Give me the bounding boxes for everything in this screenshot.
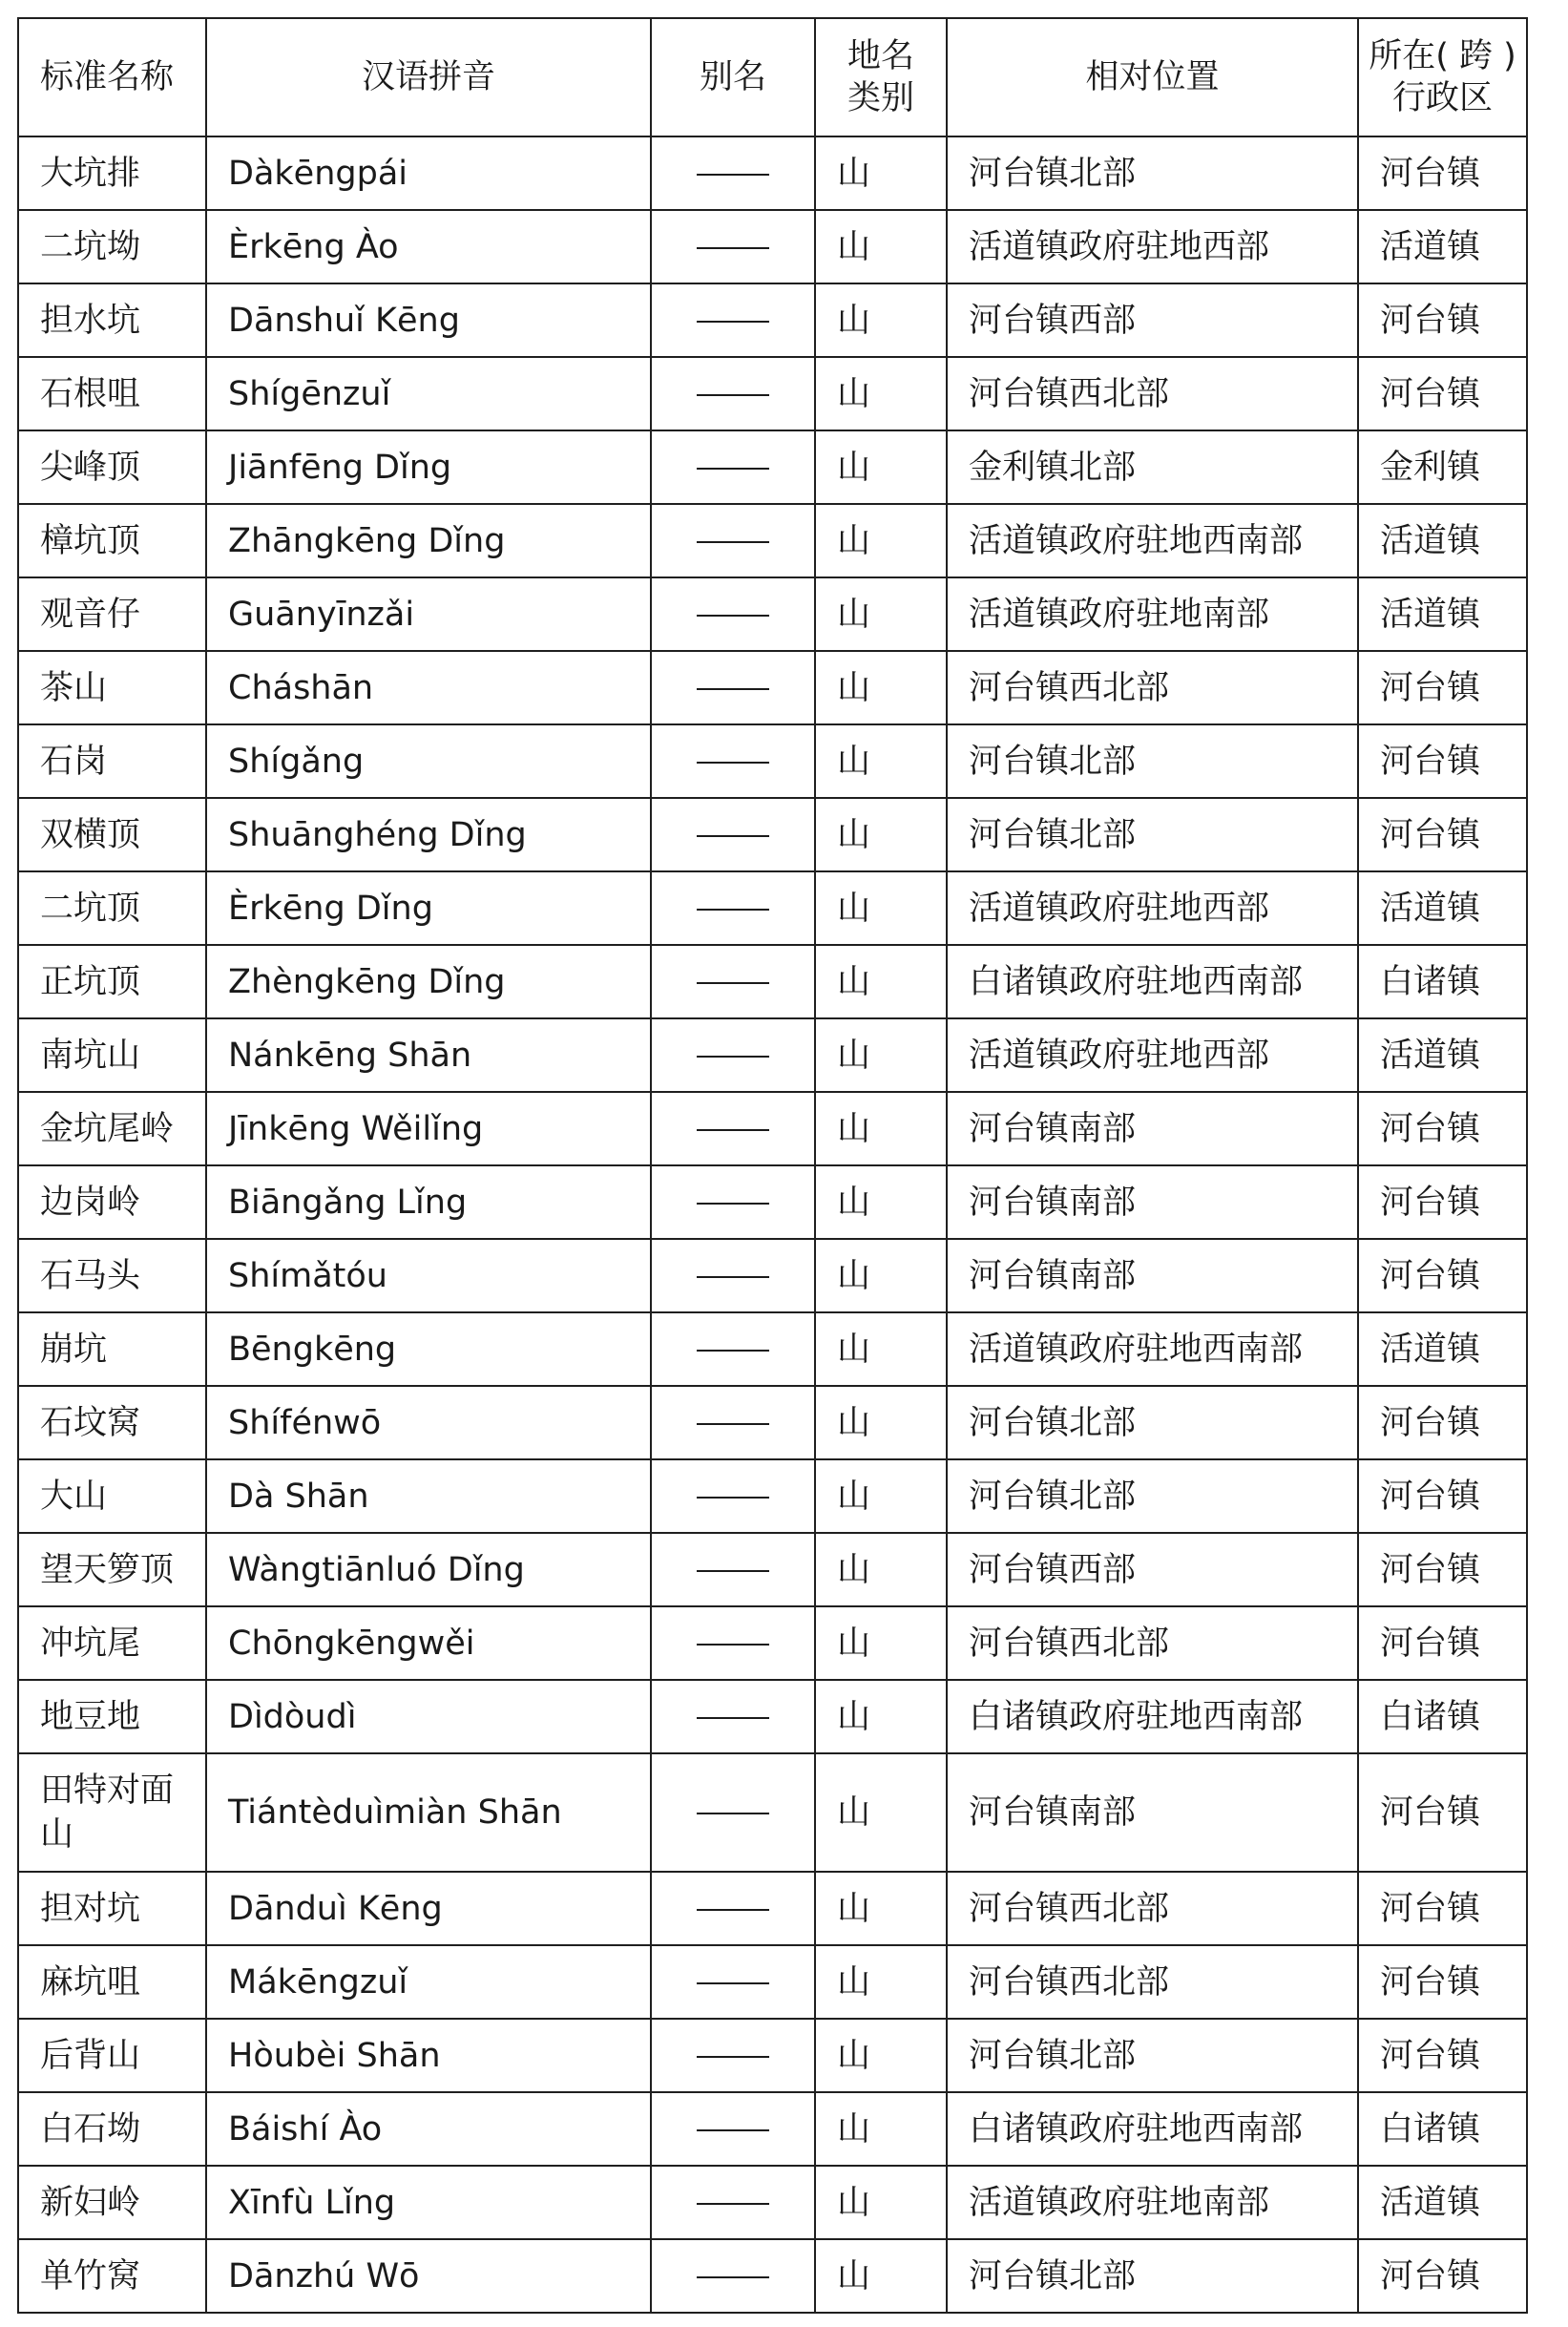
- alias-dash: [697, 174, 769, 176]
- standard-name-text: 大山: [40, 1477, 108, 1516]
- alias-dash: [697, 321, 769, 323]
- alias-dash: [697, 688, 769, 690]
- table-row: [18, 2019, 1527, 2092]
- table-row: [18, 1092, 1527, 1165]
- cell-admin-area: 活道镇: [1358, 2166, 1527, 2239]
- table-row: [18, 1606, 1527, 1680]
- alias-dash: [697, 1982, 769, 1984]
- alias-dash: [697, 1497, 769, 1499]
- cell-location: 活道镇政府驻地西部: [947, 210, 1358, 283]
- cell-standard-name: [18, 2239, 206, 2313]
- cell-location: 河台镇南部: [947, 1239, 1358, 1312]
- standard-name-text: 石马头: [40, 1256, 141, 1295]
- table-row: [18, 1945, 1527, 2019]
- cell-alias: [651, 1018, 815, 1092]
- cell-alias: [651, 357, 815, 430]
- standard-name-text: 新妇岭: [40, 2183, 141, 2222]
- cell-alias: [651, 430, 815, 504]
- standard-name-text: 田特对面山: [40, 1771, 175, 1854]
- cell-pinyin: Wàngtiānluó Dǐng: [206, 1533, 651, 1606]
- cell-pinyin: Shímǎtóu: [206, 1239, 651, 1312]
- alias-dash: [697, 1350, 769, 1352]
- cell-location: 河台镇北部: [947, 136, 1358, 210]
- cell-standard-name: [18, 1018, 206, 1092]
- cell-admin-area: 河台镇: [1358, 2019, 1527, 2092]
- alias-dash: [697, 2203, 769, 2205]
- cell-standard-name: [18, 1680, 206, 1753]
- table-row: [18, 357, 1527, 430]
- cell-location: 活道镇政府驻地西部: [947, 1018, 1358, 1092]
- cell-standard-name: [18, 1872, 206, 1945]
- header-location: 相对位置: [947, 18, 1358, 136]
- standard-name-text: 尖峰顶: [40, 448, 141, 487]
- cell-alias: [651, 283, 815, 357]
- cell-standard-name: [18, 1753, 206, 1872]
- cell-alias: [651, 945, 815, 1018]
- cell-pinyin: Shuānghéng Dǐng: [206, 798, 651, 871]
- cell-standard-name: [18, 1459, 206, 1533]
- table-row: [18, 504, 1527, 577]
- table-row: [18, 1680, 1527, 1753]
- cell-pinyin: Bēngkēng: [206, 1312, 651, 1386]
- cell-admin-area: 活道镇: [1358, 1018, 1527, 1092]
- table-row: [18, 1165, 1527, 1239]
- cell-place-type: 山: [815, 2239, 947, 2313]
- standard-name-text: 石岗: [40, 742, 108, 781]
- cell-location: 河台镇北部: [947, 2019, 1358, 2092]
- alias-dash: [697, 2129, 769, 2131]
- header-alias: 别名: [651, 18, 815, 136]
- cell-standard-name: [18, 871, 206, 945]
- cell-standard-name: [18, 210, 206, 283]
- cell-admin-area: 河台镇: [1358, 283, 1527, 357]
- header-pinyin: 汉语拼音: [206, 18, 651, 136]
- cell-location: 河台镇北部: [947, 2239, 1358, 2313]
- cell-location: 河台镇西北部: [947, 1945, 1358, 2019]
- gazetteer-page: [17, 17, 1528, 2314]
- table-row: [18, 430, 1527, 504]
- cell-location: 活道镇政府驻地西南部: [947, 504, 1358, 577]
- cell-standard-name: [18, 1533, 206, 1606]
- table-row: [18, 577, 1527, 651]
- cell-admin-area: 河台镇: [1358, 651, 1527, 724]
- cell-alias: [651, 798, 815, 871]
- cell-location: 白诸镇政府驻地西南部: [947, 1680, 1358, 1753]
- cell-pinyin: Dānshuǐ Kēng: [206, 283, 651, 357]
- cell-alias: [651, 1165, 815, 1239]
- standard-name-text: 双横顶: [40, 815, 141, 854]
- cell-place-type: 山: [815, 357, 947, 430]
- cell-place-type: 山: [815, 1606, 947, 1680]
- table-row: [18, 1533, 1527, 1606]
- cell-pinyin: Shífénwō: [206, 1386, 651, 1459]
- place-name-table: [17, 17, 1528, 2314]
- table-row: [18, 136, 1527, 210]
- cell-location: 河台镇西北部: [947, 357, 1358, 430]
- alias-dash: [697, 982, 769, 984]
- cell-standard-name: [18, 945, 206, 1018]
- cell-pinyin: Hòubèi Shān: [206, 2019, 651, 2092]
- table-body: [18, 136, 1527, 2313]
- cell-pinyin: Zhèngkēng Dǐng: [206, 945, 651, 1018]
- cell-standard-name: [18, 651, 206, 724]
- cell-place-type: 山: [815, 1018, 947, 1092]
- cell-admin-area: 金利镇: [1358, 430, 1527, 504]
- cell-pinyin: Shígēnzuǐ: [206, 357, 651, 430]
- header-admin-area: [1358, 18, 1527, 136]
- cell-admin-area: 白诸镇: [1358, 945, 1527, 1018]
- cell-place-type: 山: [815, 430, 947, 504]
- cell-alias: [651, 1872, 815, 1945]
- cell-pinyin: Èrkēng Ào: [206, 210, 651, 283]
- cell-place-type: 山: [815, 2019, 947, 2092]
- cell-pinyin: Cháshān: [206, 651, 651, 724]
- alias-dash: [697, 909, 769, 911]
- cell-alias: [651, 136, 815, 210]
- standard-name-text: 白石坳: [40, 2109, 141, 2149]
- table-row: [18, 1872, 1527, 1945]
- standard-name-text: 南坑山: [40, 1036, 141, 1075]
- cell-admin-area: 河台镇: [1358, 1386, 1527, 1459]
- standard-name-text: 樟坑顶: [40, 521, 141, 560]
- cell-location: 河台镇西北部: [947, 1872, 1358, 1945]
- cell-location: 河台镇西北部: [947, 651, 1358, 724]
- alias-dash: [697, 1717, 769, 1719]
- cell-standard-name: [18, 1165, 206, 1239]
- cell-alias: [651, 1680, 815, 1753]
- cell-standard-name: [18, 2166, 206, 2239]
- standard-name-text: 二坑顶: [40, 889, 141, 928]
- cell-admin-area: 白诸镇: [1358, 2092, 1527, 2166]
- cell-place-type: 山: [815, 1165, 947, 1239]
- cell-pinyin: Biāngǎng Lǐng: [206, 1165, 651, 1239]
- cell-standard-name: [18, 430, 206, 504]
- cell-admin-area: 河台镇: [1358, 1753, 1527, 1872]
- cell-admin-area: 活道镇: [1358, 871, 1527, 945]
- header-place-type-line2: 类别: [847, 79, 914, 117]
- cell-alias: [651, 1533, 815, 1606]
- cell-pinyin: Dānduì Kēng: [206, 1872, 651, 1945]
- standard-name-text: 观音仔: [40, 595, 141, 634]
- table-row: [18, 210, 1527, 283]
- table-row: [18, 2092, 1527, 2166]
- table-row: [18, 651, 1527, 724]
- cell-pinyin: Báishí Ào: [206, 2092, 651, 2166]
- standard-name-text: 大坑排: [40, 154, 141, 193]
- table-row: [18, 871, 1527, 945]
- alias-dash: [697, 2056, 769, 2058]
- cell-alias: [651, 504, 815, 577]
- alias-dash: [697, 394, 769, 396]
- cell-location: 活道镇政府驻地西南部: [947, 1312, 1358, 1386]
- cell-standard-name: [18, 1945, 206, 2019]
- cell-location: 白诸镇政府驻地西南部: [947, 2092, 1358, 2166]
- cell-alias: [651, 1386, 815, 1459]
- alias-dash: [697, 247, 769, 249]
- cell-standard-name: [18, 1606, 206, 1680]
- cell-standard-name: [18, 1239, 206, 1312]
- alias-dash: [697, 762, 769, 764]
- cell-admin-area: 河台镇: [1358, 1092, 1527, 1165]
- cell-location: 河台镇南部: [947, 1165, 1358, 1239]
- standard-name-text: 麻坑咀: [40, 1962, 141, 2002]
- table-row: [18, 1018, 1527, 1092]
- cell-standard-name: [18, 504, 206, 577]
- cell-pinyin: Mákēngzuǐ: [206, 1945, 651, 2019]
- cell-alias: [651, 1312, 815, 1386]
- cell-location: 活道镇政府驻地西部: [947, 871, 1358, 945]
- header-admin-line2: 行政区: [1391, 79, 1493, 117]
- cell-admin-area: 河台镇: [1358, 1165, 1527, 1239]
- cell-location: 河台镇北部: [947, 1386, 1358, 1459]
- alias-dash: [697, 1909, 769, 1911]
- cell-place-type: 山: [815, 1239, 947, 1312]
- cell-pinyin: Chōngkēngwěi: [206, 1606, 651, 1680]
- cell-alias: [651, 2166, 815, 2239]
- alias-dash: [697, 1056, 769, 1058]
- cell-place-type: 山: [815, 136, 947, 210]
- standard-name-text: 石坟窝: [40, 1403, 141, 1442]
- cell-standard-name: [18, 2092, 206, 2166]
- cell-place-type: 山: [815, 1753, 947, 1872]
- cell-place-type: 山: [815, 210, 947, 283]
- cell-place-type: 山: [815, 871, 947, 945]
- cell-pinyin: Jiānfēng Dǐng: [206, 430, 651, 504]
- cell-location: 金利镇北部: [947, 430, 1358, 504]
- standard-name-text: 担对坑: [40, 1889, 141, 1928]
- cell-standard-name: [18, 1092, 206, 1165]
- cell-location: 活道镇政府驻地南部: [947, 2166, 1358, 2239]
- cell-pinyin: Dìdòudì: [206, 1680, 651, 1753]
- cell-pinyin: Nánkēng Shān: [206, 1018, 651, 1092]
- cell-alias: [651, 1945, 815, 2019]
- cell-alias: [651, 2019, 815, 2092]
- standard-name-text: 二坑坳: [40, 227, 141, 266]
- cell-location: 河台镇北部: [947, 1459, 1358, 1533]
- cell-place-type: 山: [815, 1386, 947, 1459]
- cell-place-type: 山: [815, 2166, 947, 2239]
- cell-alias: [651, 1239, 815, 1312]
- cell-place-type: 山: [815, 1872, 947, 1945]
- cell-standard-name: [18, 1312, 206, 1386]
- table-row: [18, 1386, 1527, 1459]
- cell-place-type: 山: [815, 798, 947, 871]
- cell-admin-area: 白诸镇: [1358, 1680, 1527, 1753]
- alias-dash: [697, 1644, 769, 1646]
- cell-place-type: 山: [815, 651, 947, 724]
- alias-dash: [697, 468, 769, 470]
- cell-location: 河台镇西部: [947, 283, 1358, 357]
- header-admin-line1: 所在( 跨 ): [1369, 37, 1516, 75]
- cell-pinyin: Dà Shān: [206, 1459, 651, 1533]
- cell-pinyin: Dàkēngpái: [206, 136, 651, 210]
- header-standard-name: 标准名称: [18, 18, 206, 136]
- cell-admin-area: 河台镇: [1358, 2239, 1527, 2313]
- cell-pinyin: Èrkēng Dǐng: [206, 871, 651, 945]
- cell-standard-name: [18, 724, 206, 798]
- table-row: [18, 283, 1527, 357]
- standard-name-text: 茶山: [40, 668, 108, 707]
- alias-dash: [697, 1276, 769, 1278]
- cell-admin-area: 河台镇: [1358, 724, 1527, 798]
- cell-alias: [651, 2239, 815, 2313]
- cell-place-type: 山: [815, 945, 947, 1018]
- header-row: [18, 18, 1527, 136]
- cell-standard-name: [18, 357, 206, 430]
- cell-admin-area: 河台镇: [1358, 357, 1527, 430]
- cell-place-type: 山: [815, 1533, 947, 1606]
- cell-pinyin: Jīnkēng Wěilǐng: [206, 1092, 651, 1165]
- standard-name-text: 担水坑: [40, 301, 141, 340]
- cell-alias: [651, 651, 815, 724]
- standard-name-text: 后背山: [40, 2036, 141, 2075]
- table-row: [18, 945, 1527, 1018]
- cell-standard-name: [18, 577, 206, 651]
- cell-place-type: 山: [815, 1092, 947, 1165]
- cell-pinyin: Xīnfù Lǐng: [206, 2166, 651, 2239]
- cell-place-type: 山: [815, 2092, 947, 2166]
- cell-standard-name: [18, 136, 206, 210]
- cell-pinyin: Shígǎng: [206, 724, 651, 798]
- standard-name-text: 地豆地: [40, 1697, 141, 1736]
- table-row: [18, 1239, 1527, 1312]
- alias-dash: [697, 1570, 769, 1572]
- cell-alias: [651, 871, 815, 945]
- alias-dash: [697, 835, 769, 837]
- table-row: [18, 1459, 1527, 1533]
- cell-location: 河台镇北部: [947, 798, 1358, 871]
- cell-admin-area: 河台镇: [1358, 1459, 1527, 1533]
- standard-name-text: 正坑顶: [40, 962, 141, 1001]
- cell-alias: [651, 577, 815, 651]
- cell-place-type: 山: [815, 577, 947, 651]
- cell-admin-area: 活道镇: [1358, 210, 1527, 283]
- standard-name-text: 边岗岭: [40, 1183, 141, 1222]
- table-row: [18, 1753, 1527, 1872]
- standard-name-text: 单竹窝: [40, 2256, 141, 2296]
- alias-dash: [697, 1423, 769, 1425]
- cell-alias: [651, 724, 815, 798]
- cell-admin-area: 活道镇: [1358, 504, 1527, 577]
- cell-location: 河台镇北部: [947, 724, 1358, 798]
- table-header: [18, 18, 1527, 136]
- cell-admin-area: 河台镇: [1358, 1945, 1527, 2019]
- cell-standard-name: [18, 283, 206, 357]
- alias-dash: [697, 2276, 769, 2278]
- cell-location: 白诸镇政府驻地西南部: [947, 945, 1358, 1018]
- cell-place-type: 山: [815, 1680, 947, 1753]
- alias-dash: [697, 1129, 769, 1131]
- standard-name-text: 石根咀: [40, 374, 141, 413]
- cell-location: 河台镇南部: [947, 1753, 1358, 1872]
- alias-dash: [697, 1813, 769, 1814]
- table-row: [18, 724, 1527, 798]
- table-row: [18, 1312, 1527, 1386]
- cell-alias: [651, 1459, 815, 1533]
- standard-name-text: 金坑尾岭: [40, 1109, 175, 1148]
- cell-admin-area: 河台镇: [1358, 1533, 1527, 1606]
- alias-dash: [697, 615, 769, 617]
- cell-alias: [651, 1606, 815, 1680]
- cell-admin-area: 河台镇: [1358, 798, 1527, 871]
- cell-standard-name: [18, 2019, 206, 2092]
- cell-admin-area: 河台镇: [1358, 1872, 1527, 1945]
- table-row: [18, 2166, 1527, 2239]
- cell-place-type: 山: [815, 1459, 947, 1533]
- cell-pinyin: Guānyīnzǎi: [206, 577, 651, 651]
- cell-admin-area: 河台镇: [1358, 1606, 1527, 1680]
- header-place-type: [815, 18, 947, 136]
- cell-alias: [651, 210, 815, 283]
- cell-standard-name: [18, 798, 206, 871]
- cell-location: 河台镇西北部: [947, 1606, 1358, 1680]
- cell-place-type: 山: [815, 504, 947, 577]
- cell-place-type: 山: [815, 1945, 947, 2019]
- cell-alias: [651, 2092, 815, 2166]
- cell-admin-area: 活道镇: [1358, 577, 1527, 651]
- cell-place-type: 山: [815, 283, 947, 357]
- table-row: [18, 798, 1527, 871]
- cell-location: 活道镇政府驻地南部: [947, 577, 1358, 651]
- header-place-type-line1: 地名: [847, 37, 914, 75]
- alias-dash: [697, 541, 769, 543]
- standard-name-text: 望天箩顶: [40, 1550, 175, 1589]
- cell-place-type: 山: [815, 1312, 947, 1386]
- cell-place-type: 山: [815, 724, 947, 798]
- cell-pinyin: Dānzhú Wō: [206, 2239, 651, 2313]
- cell-standard-name: [18, 1386, 206, 1459]
- cell-admin-area: 河台镇: [1358, 136, 1527, 210]
- standard-name-text: 冲坑尾: [40, 1624, 141, 1663]
- cell-admin-area: 活道镇: [1358, 1312, 1527, 1386]
- cell-alias: [651, 1753, 815, 1872]
- cell-location: 河台镇西部: [947, 1533, 1358, 1606]
- table-row: [18, 2239, 1527, 2313]
- cell-pinyin: Zhāngkēng Dǐng: [206, 504, 651, 577]
- alias-dash: [697, 1203, 769, 1205]
- cell-location: 河台镇南部: [947, 1092, 1358, 1165]
- cell-alias: [651, 1092, 815, 1165]
- cell-admin-area: 河台镇: [1358, 1239, 1527, 1312]
- standard-name-text: 崩坑: [40, 1330, 108, 1369]
- cell-pinyin: Tiántèduìmiàn Shān: [206, 1753, 651, 1872]
